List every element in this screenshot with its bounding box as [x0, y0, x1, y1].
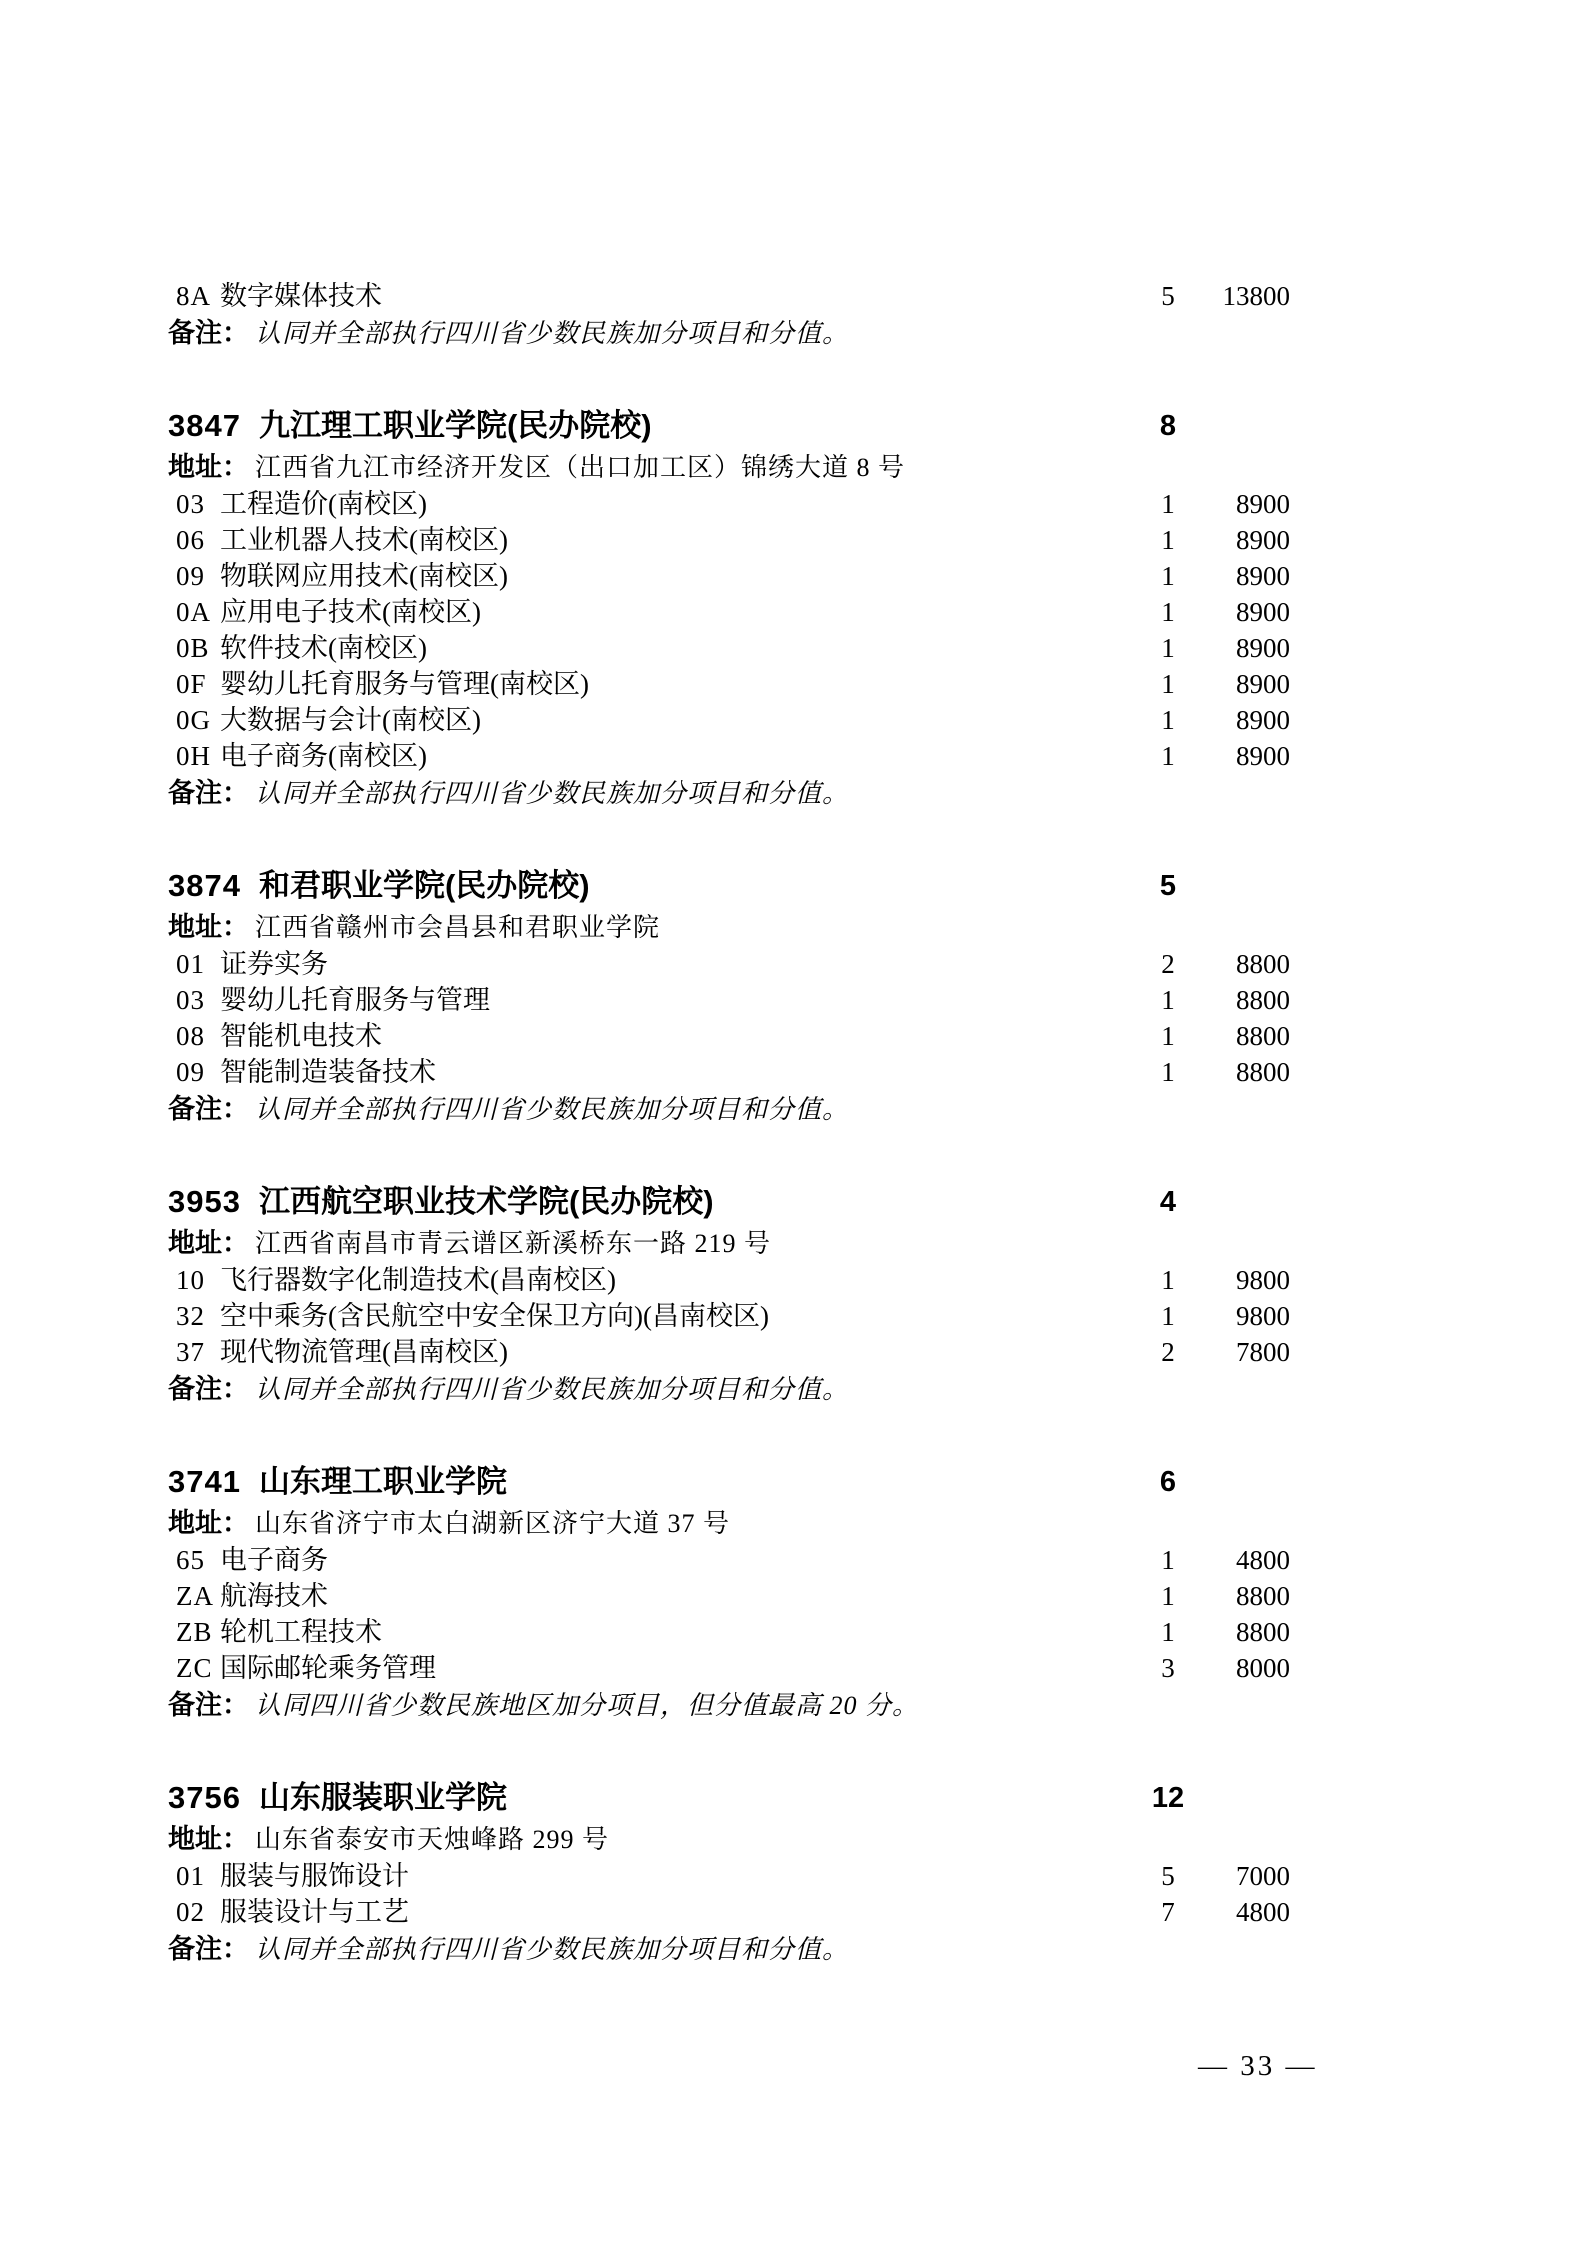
remark-label: 备注：	[168, 1094, 249, 1124]
program-code: 01	[176, 1861, 205, 1891]
school-total: 12	[1151, 1782, 1185, 1814]
program-count: 1	[1161, 1057, 1175, 1087]
school-header	[168, 1460, 1290, 1504]
program-count: 1	[1161, 489, 1175, 519]
program-row	[168, 594, 1290, 630]
program-count: 1	[1161, 741, 1175, 771]
program-name: 软件技术(南校区)	[220, 633, 427, 663]
remark-text: 认同并全部执行四川省少数民族加分项目和分值。	[255, 1095, 850, 1124]
program-name: 轮机工程技术	[220, 1617, 382, 1647]
remark-text: 认同并全部执行四川省少数民族加分项目和分值。	[255, 1935, 850, 1964]
address-text: 山东省泰安市天烛峰路 299 号	[255, 1825, 610, 1854]
remark-label: 备注：	[168, 1374, 249, 1404]
program-fee: 8900	[1236, 741, 1290, 771]
program-code: 0G	[176, 705, 211, 735]
school-code: 3741	[168, 1464, 241, 1499]
address-label: 地址：	[168, 452, 249, 482]
program-row	[168, 702, 1290, 738]
program-count: 1	[1161, 669, 1175, 699]
school-total: 5	[1159, 870, 1177, 902]
school-total: 6	[1159, 1466, 1177, 1498]
remark-label: 备注：	[168, 778, 249, 808]
program-fee: 8900	[1236, 525, 1290, 555]
program-name: 婴幼儿托育服务与管理	[220, 985, 490, 1015]
program-count: 1	[1161, 1617, 1175, 1647]
program-fee: 8800	[1236, 1581, 1290, 1611]
remark-row	[168, 774, 1587, 812]
program-row	[168, 1298, 1290, 1334]
remark-label: 备注：	[168, 1690, 249, 1720]
section-continuation	[168, 278, 1587, 352]
program-name: 工业机器人技术(南校区)	[220, 525, 508, 555]
remark-row	[168, 1930, 1587, 1968]
address-label: 地址：	[168, 1508, 249, 1538]
program-name: 现代物流管理(昌南校区)	[220, 1337, 508, 1367]
school-name: 山东理工职业学院	[258, 1464, 507, 1499]
school-section	[168, 864, 1587, 1128]
program-row	[168, 1054, 1290, 1090]
address-label: 地址：	[168, 1824, 249, 1854]
program-count: 1	[1161, 1301, 1175, 1331]
school-code: 3847	[168, 408, 241, 443]
remark-text: 认同四川省少数民族地区加分项目，但分值最高 20 分。	[255, 1691, 920, 1720]
program-code: ZC	[176, 1653, 213, 1683]
address-label: 地址：	[168, 1228, 249, 1258]
program-code: ZB	[176, 1617, 213, 1647]
program-code: 01	[176, 949, 205, 979]
program-fee: 4800	[1236, 1545, 1290, 1575]
program-name: 服装设计与工艺	[220, 1897, 409, 1927]
program-name: 婴幼儿托育服务与管理(南校区)	[220, 669, 589, 699]
program-code: 37	[176, 1337, 205, 1367]
program-fee: 8900	[1236, 597, 1290, 627]
address-row	[168, 908, 1587, 946]
school-total: 8	[1159, 410, 1177, 442]
program-name: 数字媒体技术	[220, 281, 382, 311]
program-name: 飞行器数字化制造技术(昌南校区)	[220, 1265, 616, 1295]
school-code: 3756	[168, 1780, 241, 1815]
school-name: 江西航空职业技术学院(民办院校)	[258, 1184, 714, 1219]
program-row	[168, 1894, 1290, 1930]
program-row	[168, 1578, 1290, 1614]
school-code: 3953	[168, 1184, 241, 1219]
program-row	[168, 982, 1290, 1018]
program-fee: 8900	[1236, 633, 1290, 663]
program-count: 5	[1161, 1861, 1175, 1891]
program-count: 2	[1161, 1337, 1175, 1367]
program-name: 大数据与会计(南校区)	[220, 705, 481, 735]
program-row	[168, 522, 1290, 558]
program-fee: 7000	[1236, 1861, 1290, 1891]
program-count: 1	[1161, 1021, 1175, 1051]
school-name: 和君职业学院(民办院校)	[258, 868, 590, 903]
program-row	[168, 1614, 1290, 1650]
program-code: 09	[176, 561, 205, 591]
remark-label: 备注：	[168, 318, 249, 348]
program-code: ZA	[176, 1581, 214, 1611]
address-text: 山东省济宁市太白湖新区济宁大道 37 号	[255, 1509, 731, 1538]
school-section	[168, 1460, 1587, 1724]
program-count: 1	[1161, 1545, 1175, 1575]
program-name: 国际邮轮乘务管理	[220, 1653, 436, 1683]
program-row	[168, 630, 1290, 666]
remark-row	[168, 1090, 1587, 1128]
program-code: 32	[176, 1301, 205, 1331]
school-total: 4	[1159, 1186, 1177, 1218]
program-code: 0A	[176, 597, 211, 627]
program-code: 09	[176, 1057, 205, 1087]
program-name: 服装与服饰设计	[220, 1861, 409, 1891]
address-text: 江西省南昌市青云谱区新溪桥东一路 219 号	[255, 1229, 772, 1258]
program-row	[168, 1018, 1290, 1054]
program-fee: 8900	[1236, 705, 1290, 735]
program-fee: 8000	[1236, 1653, 1290, 1683]
school-section	[168, 1180, 1587, 1408]
program-row	[168, 1542, 1290, 1578]
program-row	[168, 738, 1290, 774]
page-number: — 33 —	[1198, 2050, 1318, 2082]
remark-text: 认同并全部执行四川省少数民族加分项目和分值。	[255, 1375, 850, 1404]
remark-row	[168, 1686, 1587, 1724]
program-fee: 8900	[1236, 489, 1290, 519]
program-fee: 8900	[1236, 561, 1290, 591]
address-row	[168, 448, 1587, 486]
program-fee: 8800	[1236, 949, 1290, 979]
program-fee: 9800	[1236, 1301, 1290, 1331]
program-name: 电子商务(南校区)	[220, 741, 427, 771]
program-name: 智能机电技术	[220, 1021, 382, 1051]
program-code: 0F	[176, 669, 207, 699]
program-count: 1	[1161, 633, 1175, 663]
school-header	[168, 1776, 1290, 1820]
remark-text: 认同并全部执行四川省少数民族加分项目和分值。	[255, 319, 850, 348]
remark-label: 备注：	[168, 1934, 249, 1964]
school-name: 山东服装职业学院	[258, 1780, 507, 1815]
program-fee: 7800	[1236, 1337, 1290, 1367]
remark-row	[168, 1370, 1587, 1408]
program-name: 应用电子技术(南校区)	[220, 597, 481, 627]
program-code: 0H	[176, 741, 211, 771]
program-code: 8A	[176, 281, 211, 311]
program-fee: 8800	[1236, 985, 1290, 1015]
program-code: 03	[176, 985, 205, 1015]
program-name: 空中乘务(含民航空中安全保卫方向)(昌南校区)	[220, 1301, 769, 1331]
program-row	[168, 1262, 1290, 1298]
program-count: 3	[1161, 1653, 1175, 1683]
program-name: 物联网应用技术(南校区)	[220, 561, 508, 591]
program-name: 智能制造装备技术	[220, 1057, 436, 1087]
program-row	[168, 1334, 1290, 1370]
remark-row	[168, 314, 1587, 352]
program-fee: 8900	[1236, 669, 1290, 699]
address-label: 地址：	[168, 912, 249, 942]
program-row	[168, 946, 1290, 982]
address-row	[168, 1504, 1587, 1542]
program-name: 电子商务	[220, 1545, 328, 1575]
address-row	[168, 1224, 1587, 1262]
program-count: 1	[1161, 597, 1175, 627]
program-count: 1	[1161, 705, 1175, 735]
program-count: 1	[1161, 525, 1175, 555]
program-fee: 8800	[1236, 1021, 1290, 1051]
program-name: 工程造价(南校区)	[220, 489, 427, 519]
program-name: 证券实务	[220, 949, 328, 979]
program-name: 航海技术	[220, 1581, 328, 1611]
school-section	[168, 1776, 1587, 1968]
school-header	[168, 1180, 1290, 1224]
program-fee: 8800	[1236, 1057, 1290, 1087]
program-count: 5	[1161, 281, 1175, 311]
program-row	[168, 666, 1290, 702]
program-row	[168, 1858, 1290, 1894]
school-header	[168, 404, 1290, 448]
program-code: 65	[176, 1545, 205, 1575]
program-row	[168, 278, 1290, 314]
program-row	[168, 1650, 1290, 1686]
program-code: 0B	[176, 633, 210, 663]
program-count: 1	[1161, 1265, 1175, 1295]
school-header	[168, 864, 1290, 908]
program-code: 02	[176, 1897, 205, 1927]
address-text: 江西省赣州市会昌县和君职业学院	[255, 913, 661, 942]
program-code: 06	[176, 525, 205, 555]
program-fee: 8800	[1236, 1617, 1290, 1647]
program-fee: 9800	[1236, 1265, 1290, 1295]
program-code: 08	[176, 1021, 205, 1051]
school-section	[168, 404, 1587, 812]
address-row	[168, 1820, 1587, 1858]
remark-text: 认同并全部执行四川省少数民族加分项目和分值。	[255, 779, 850, 808]
address-text: 江西省九江市经济开发区（出口加工区）锦绣大道 8 号	[255, 453, 906, 482]
program-fee: 13800	[1222, 281, 1290, 311]
school-code: 3874	[168, 868, 241, 903]
program-row	[168, 558, 1290, 594]
program-count: 7	[1161, 1897, 1175, 1927]
program-count: 2	[1161, 949, 1175, 979]
program-row	[168, 486, 1290, 522]
program-fee: 4800	[1236, 1897, 1290, 1927]
program-code: 03	[176, 489, 205, 519]
program-code: 10	[176, 1265, 205, 1295]
school-name: 九江理工职业学院(民办院校)	[258, 408, 652, 443]
program-count: 1	[1161, 561, 1175, 591]
program-count: 1	[1161, 985, 1175, 1015]
program-count: 1	[1161, 1581, 1175, 1611]
